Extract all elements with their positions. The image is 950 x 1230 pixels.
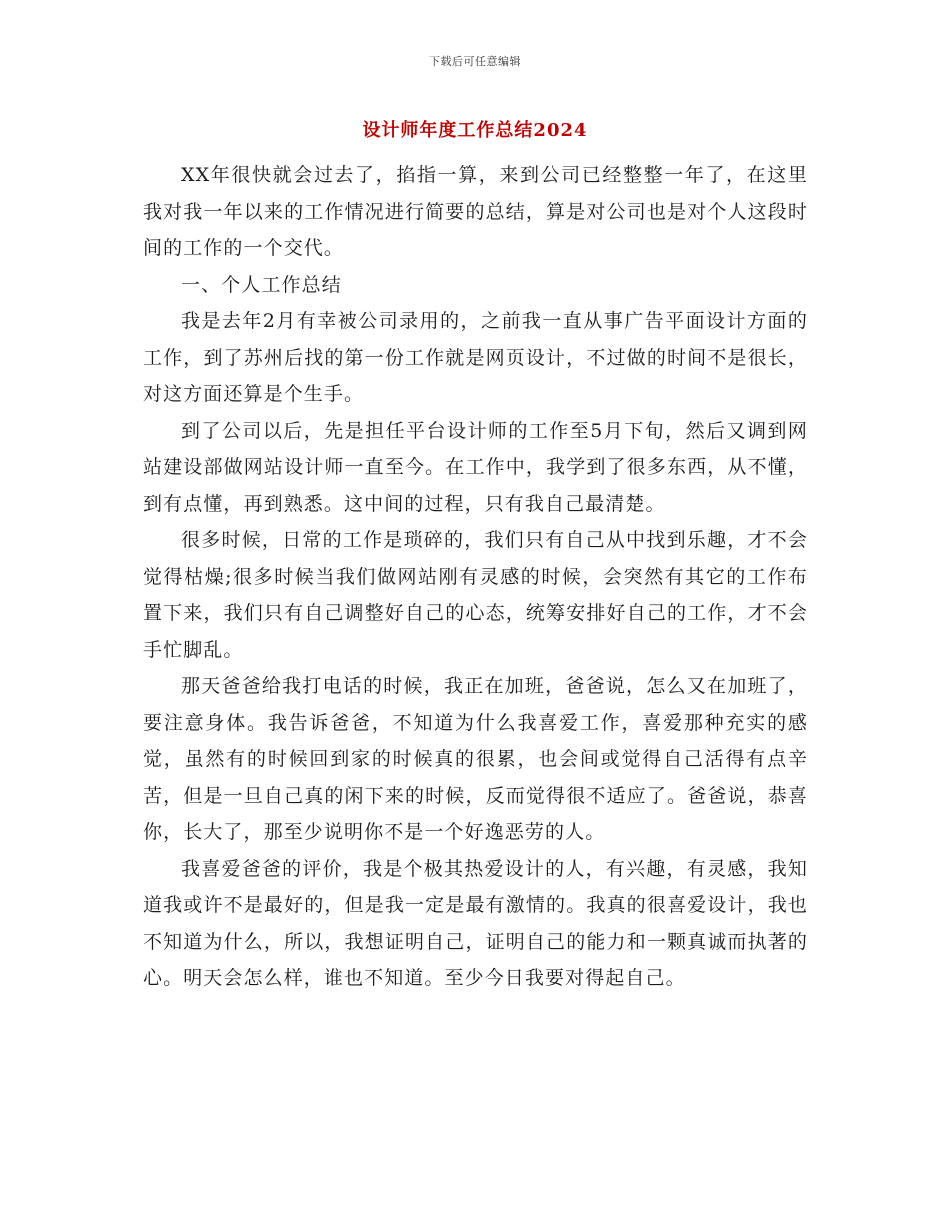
paragraph-intro: XX年很快就会过去了，掐指一算，来到公司已经整整一年了，在这里我对我一年以来的工作情况进行简要的总结，算是对公司也是对个人这段时间的工作的一个交代。 bbox=[143, 164, 808, 259]
document-title: 设计师年度工作总结2024 bbox=[362, 120, 588, 141]
paragraph-roles: 到了公司以后，先是担任平台设计师的工作至5月下旬，然后又调到网站建设部做网站设计师一直至今。在工作中，我学到了很多东西，从不懂，到有点懂，再到熟悉。这中间的过程，只有我自己最清楚。 bbox=[143, 419, 808, 515]
paragraph-daily-work: 很多时候，日常的工作是琐碎的，我们只有自己从中找到乐趣，才不会觉得枯燥;很多时候当我们做网站刚有灵感的时候，会突然有其它的工作布置下来，我们只有自己调整好自己的心态，统筹安排好自己的工作，才不会手忙脚乱。 bbox=[143, 529, 808, 661]
section-heading-personal-summary: 一、个人工作总结 bbox=[181, 273, 342, 296]
header-note: 下载后可任意编辑 bbox=[429, 55, 521, 68]
document-body bbox=[143, 157, 808, 997]
paragraph-background: 我是去年2月有幸被公司录用的，之前我一直从事广告平面设计方面的工作，到了苏州后找的第一份工作就是网页设计，不过做的时间不是很长，对这方面还算是个生手。 bbox=[143, 310, 808, 405]
paragraph-passion: 我喜爱爸爸的评价，我是个极其热爱设计的人，有兴趣，有灵感，我知道我或许不是最好的，但是我一定是最有激情的。我真的很喜爱设计，我也不知道为什么，所以，我想证明自己，证明自己的能力和一颗真诚而执著的心。明天会怎么样，谁也不知道。至少今日我要对得起自己。 bbox=[143, 857, 808, 989]
paragraph-father-call: 那天爸爸给我打电话的时候，我正在加班，爸爸说，怎么又在加班了，要注意身体。我告诉爸爸，不知道为什么我喜爱工作，喜爱那种充实的感觉，虽然有的时候回到家的时候真的很累，也会间或觉得自己活得有点辛苦，但是一旦自己真的闲下来的时候，反而觉得很不适应了。爸爸说，恭喜你，长大了，那至少说明你不是一个好逸恶劳的人。 bbox=[143, 675, 808, 843]
